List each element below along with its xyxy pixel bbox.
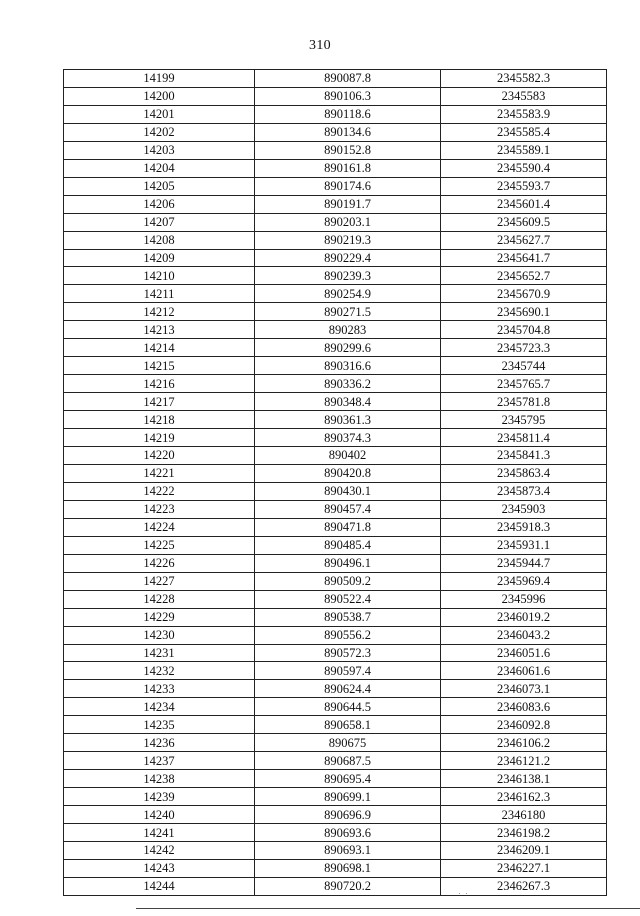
table-row — [64, 303, 607, 321]
table-row — [64, 375, 607, 393]
y-coordinate-cell: 2346180 — [441, 806, 607, 824]
table-row — [64, 788, 607, 806]
page-bottom-rule — [136, 908, 640, 909]
point-number-cell: 14204 — [64, 159, 255, 177]
point-number-cell: 14225 — [64, 536, 255, 554]
x-coordinate-cell: 890203.1 — [255, 213, 441, 231]
y-coordinate-cell: 2345969.4 — [441, 572, 607, 590]
y-coordinate-cell: 2346162.3 — [441, 788, 607, 806]
x-coordinate-cell: 890316.6 — [255, 357, 441, 375]
point-number-cell: 14205 — [64, 177, 255, 195]
point-number-cell: 14233 — [64, 680, 255, 698]
point-number-cell: 14217 — [64, 393, 255, 411]
x-coordinate-cell: 890219.3 — [255, 231, 441, 249]
table-row — [64, 590, 607, 608]
table-row — [64, 859, 607, 877]
table-row — [64, 770, 607, 788]
x-coordinate-cell: 890698.1 — [255, 859, 441, 877]
table-row — [64, 87, 607, 105]
table-row — [64, 177, 607, 195]
y-coordinate-cell: 2346209.1 — [441, 841, 607, 859]
point-number-cell: 14238 — [64, 770, 255, 788]
y-coordinate-cell: 2345931.1 — [441, 536, 607, 554]
y-coordinate-cell: 2346092.8 — [441, 716, 607, 734]
y-coordinate-cell: 2345601.4 — [441, 195, 607, 213]
y-coordinate-cell: 2345583 — [441, 87, 607, 105]
x-coordinate-cell: 890254.9 — [255, 285, 441, 303]
y-coordinate-cell: 2346227.1 — [441, 859, 607, 877]
x-coordinate-cell: 890471.8 — [255, 518, 441, 536]
table-row — [64, 644, 607, 662]
table-row — [64, 105, 607, 123]
x-coordinate-cell: 890229.4 — [255, 249, 441, 267]
x-coordinate-cell: 890597.4 — [255, 662, 441, 680]
y-coordinate-cell: 2345873.4 — [441, 482, 607, 500]
point-number-cell: 14212 — [64, 303, 255, 321]
table-row — [64, 393, 607, 411]
table-row — [64, 339, 607, 357]
table-row — [64, 554, 607, 572]
table-row — [64, 716, 607, 734]
point-number-cell: 14231 — [64, 644, 255, 662]
y-coordinate-cell: 2345996 — [441, 590, 607, 608]
point-number-cell: 14207 — [64, 213, 255, 231]
point-number-cell: 14230 — [64, 626, 255, 644]
y-coordinate-cell: 2346061.6 — [441, 662, 607, 680]
point-number-cell: 14244 — [64, 877, 255, 895]
point-number-cell: 14236 — [64, 734, 255, 752]
table-row — [64, 662, 607, 680]
point-number-cell: 14232 — [64, 662, 255, 680]
point-number-cell: 14214 — [64, 339, 255, 357]
x-coordinate-cell: 890239.3 — [255, 267, 441, 285]
x-coordinate-cell: 890509.2 — [255, 572, 441, 590]
table-row — [64, 429, 607, 447]
y-coordinate-cell: 2346106.2 — [441, 734, 607, 752]
x-coordinate-cell: 890538.7 — [255, 608, 441, 626]
y-coordinate-cell: 2345723.3 — [441, 339, 607, 357]
y-coordinate-cell: 2346051.6 — [441, 644, 607, 662]
y-coordinate-cell: 2345704.8 — [441, 321, 607, 339]
y-coordinate-cell: 2345583.9 — [441, 105, 607, 123]
table-row — [64, 231, 607, 249]
y-coordinate-cell: 2346083.6 — [441, 698, 607, 716]
x-coordinate-cell: 890522.4 — [255, 590, 441, 608]
point-number-cell: 14202 — [64, 123, 255, 141]
x-coordinate-cell: 890693.1 — [255, 841, 441, 859]
y-coordinate-cell: 2345863.4 — [441, 464, 607, 482]
coordinates-table — [63, 69, 607, 896]
table-row — [64, 500, 607, 518]
table-row — [64, 680, 607, 698]
table-row — [64, 698, 607, 716]
point-number-cell: 14240 — [64, 806, 255, 824]
point-number-cell: 14219 — [64, 429, 255, 447]
x-coordinate-cell: 890695.4 — [255, 770, 441, 788]
x-coordinate-cell: 890420.8 — [255, 464, 441, 482]
x-coordinate-cell: 890693.6 — [255, 824, 441, 842]
point-number-cell: 14226 — [64, 554, 255, 572]
point-number-cell: 14234 — [64, 698, 255, 716]
x-coordinate-cell: 890087.8 — [255, 70, 441, 88]
y-coordinate-cell: 2346121.2 — [441, 752, 607, 770]
table-row — [64, 626, 607, 644]
x-coordinate-cell: 890152.8 — [255, 141, 441, 159]
point-number-cell: 14241 — [64, 824, 255, 842]
point-number-cell: 14213 — [64, 321, 255, 339]
point-number-cell: 14223 — [64, 500, 255, 518]
y-coordinate-cell: 2345589.1 — [441, 141, 607, 159]
table-row — [64, 249, 607, 267]
table-body — [64, 70, 607, 896]
x-coordinate-cell: 890624.4 — [255, 680, 441, 698]
point-number-cell: 14200 — [64, 87, 255, 105]
point-number-cell: 14216 — [64, 375, 255, 393]
table-row — [64, 536, 607, 554]
point-number-cell: 14211 — [64, 285, 255, 303]
x-coordinate-cell: 890402 — [255, 447, 441, 465]
point-number-cell: 14208 — [64, 231, 255, 249]
y-coordinate-cell: 2345744 — [441, 357, 607, 375]
table-row — [64, 572, 607, 590]
point-number-cell: 14201 — [64, 105, 255, 123]
scan-speck — [459, 893, 460, 894]
y-coordinate-cell: 2345590.4 — [441, 159, 607, 177]
table-row — [64, 357, 607, 375]
point-number-cell: 14222 — [64, 482, 255, 500]
y-coordinate-cell: 2345944.7 — [441, 554, 607, 572]
y-coordinate-cell: 2345765.7 — [441, 375, 607, 393]
x-coordinate-cell: 890644.5 — [255, 698, 441, 716]
point-number-cell: 14220 — [64, 447, 255, 465]
x-coordinate-cell: 890191.7 — [255, 195, 441, 213]
point-number-cell: 14221 — [64, 464, 255, 482]
y-coordinate-cell: 2345593.7 — [441, 177, 607, 195]
y-coordinate-cell: 2345781.8 — [441, 393, 607, 411]
x-coordinate-cell: 890118.6 — [255, 105, 441, 123]
table-row — [64, 411, 607, 429]
x-coordinate-cell: 890348.4 — [255, 393, 441, 411]
y-coordinate-cell: 2345627.7 — [441, 231, 607, 249]
y-coordinate-cell: 2345903 — [441, 500, 607, 518]
y-coordinate-cell: 2346043.2 — [441, 626, 607, 644]
x-coordinate-cell: 890299.6 — [255, 339, 441, 357]
x-coordinate-cell: 890430.1 — [255, 482, 441, 500]
x-coordinate-cell: 890161.8 — [255, 159, 441, 177]
table-row — [64, 123, 607, 141]
y-coordinate-cell: 2345609.5 — [441, 213, 607, 231]
y-coordinate-cell: 2345918.3 — [441, 518, 607, 536]
point-number-cell: 14206 — [64, 195, 255, 213]
table-row — [64, 824, 607, 842]
point-number-cell: 14237 — [64, 752, 255, 770]
x-coordinate-cell: 890720.2 — [255, 877, 441, 895]
y-coordinate-cell: 2345582.3 — [441, 70, 607, 88]
y-coordinate-cell: 2346073.1 — [441, 680, 607, 698]
y-coordinate-cell: 2345641.7 — [441, 249, 607, 267]
x-coordinate-cell: 890675 — [255, 734, 441, 752]
x-coordinate-cell: 890374.3 — [255, 429, 441, 447]
x-coordinate-cell: 890556.2 — [255, 626, 441, 644]
y-coordinate-cell: 2345652.7 — [441, 267, 607, 285]
x-coordinate-cell: 890696.9 — [255, 806, 441, 824]
table-row — [64, 213, 607, 231]
table-row — [64, 321, 607, 339]
page-number: 310 — [309, 38, 331, 53]
table-row — [64, 464, 607, 482]
y-coordinate-cell: 2345795 — [441, 411, 607, 429]
y-coordinate-cell: 2345670.9 — [441, 285, 607, 303]
y-coordinate-cell: 2346267.3 — [441, 877, 607, 895]
table-row — [64, 285, 607, 303]
x-coordinate-cell: 890174.6 — [255, 177, 441, 195]
point-number-cell: 14243 — [64, 859, 255, 877]
point-number-cell: 14199 — [64, 70, 255, 88]
point-number-cell: 14242 — [64, 841, 255, 859]
table-row — [64, 608, 607, 626]
table-row — [64, 70, 607, 88]
y-coordinate-cell: 2346198.2 — [441, 824, 607, 842]
table-row — [64, 267, 607, 285]
y-coordinate-cell: 2346138.1 — [441, 770, 607, 788]
point-number-cell: 14228 — [64, 590, 255, 608]
x-coordinate-cell: 890134.6 — [255, 123, 441, 141]
x-coordinate-cell: 890106.3 — [255, 87, 441, 105]
x-coordinate-cell: 890699.1 — [255, 788, 441, 806]
table-row — [64, 159, 607, 177]
y-coordinate-cell: 2346019.2 — [441, 608, 607, 626]
point-number-cell: 14210 — [64, 267, 255, 285]
x-coordinate-cell: 890658.1 — [255, 716, 441, 734]
y-coordinate-cell: 2345585.4 — [441, 123, 607, 141]
table-row — [64, 518, 607, 536]
point-number-cell: 14203 — [64, 141, 255, 159]
point-number-cell: 14209 — [64, 249, 255, 267]
point-number-cell: 14224 — [64, 518, 255, 536]
point-number-cell: 14239 — [64, 788, 255, 806]
table-row — [64, 734, 607, 752]
table-row — [64, 141, 607, 159]
table-row — [64, 447, 607, 465]
x-coordinate-cell: 890271.5 — [255, 303, 441, 321]
table-row — [64, 877, 607, 895]
table-row — [64, 806, 607, 824]
x-coordinate-cell: 890687.5 — [255, 752, 441, 770]
table-row — [64, 752, 607, 770]
x-coordinate-cell: 890336.2 — [255, 375, 441, 393]
scan-speck — [466, 893, 467, 894]
y-coordinate-cell: 2345811.4 — [441, 429, 607, 447]
x-coordinate-cell: 890457.4 — [255, 500, 441, 518]
table-row — [64, 482, 607, 500]
x-coordinate-cell: 890572.3 — [255, 644, 441, 662]
point-number-cell: 14218 — [64, 411, 255, 429]
y-coordinate-cell: 2345690.1 — [441, 303, 607, 321]
point-number-cell: 14235 — [64, 716, 255, 734]
table-row — [64, 195, 607, 213]
y-coordinate-cell: 2345841.3 — [441, 447, 607, 465]
x-coordinate-cell: 890485.4 — [255, 536, 441, 554]
x-coordinate-cell: 890283 — [255, 321, 441, 339]
x-coordinate-cell: 890361.3 — [255, 411, 441, 429]
point-number-cell: 14229 — [64, 608, 255, 626]
x-coordinate-cell: 890496.1 — [255, 554, 441, 572]
table-row — [64, 841, 607, 859]
point-number-cell: 14227 — [64, 572, 255, 590]
point-number-cell: 14215 — [64, 357, 255, 375]
